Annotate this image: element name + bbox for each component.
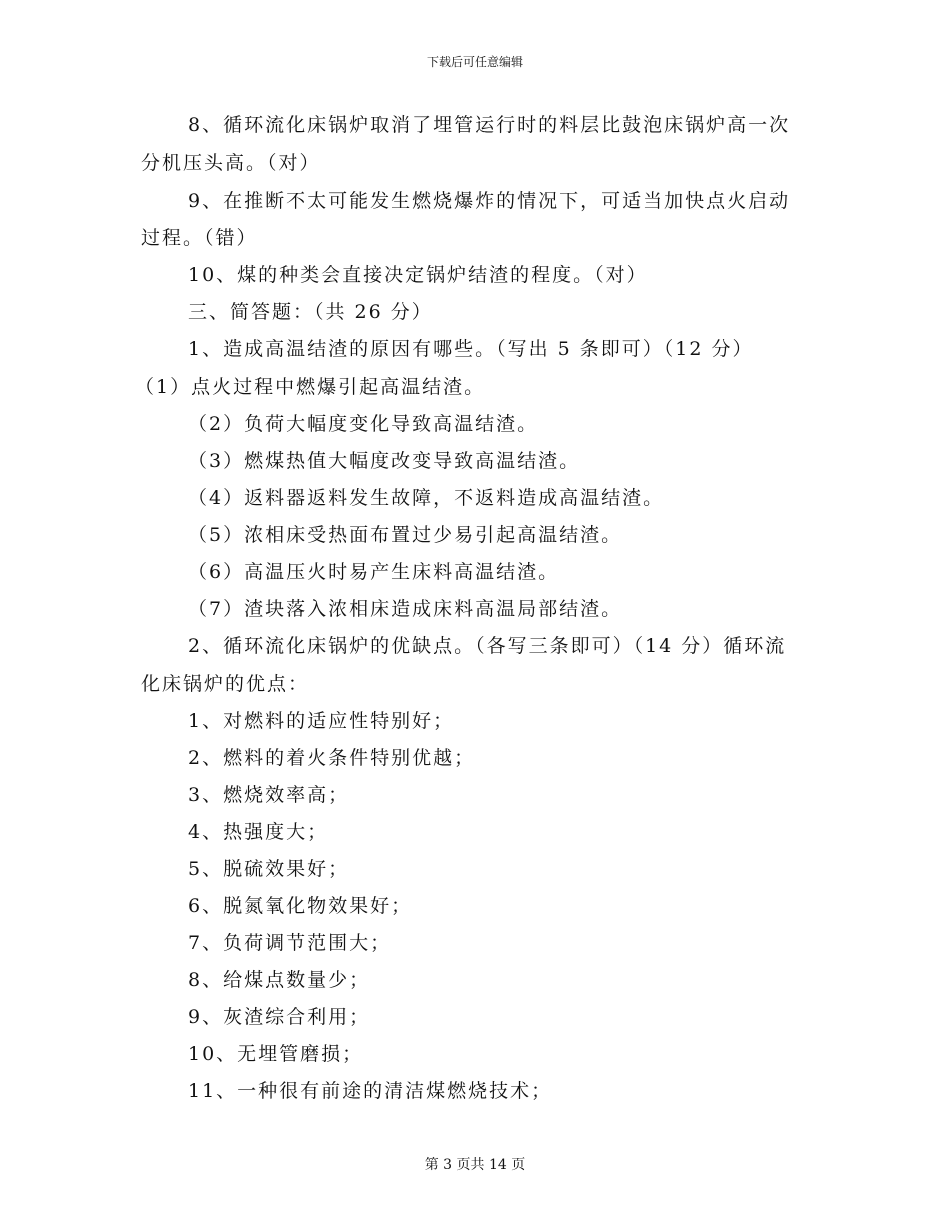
list-item: 11、一种很有前途的清洁煤燃烧技术； — [188, 1080, 553, 1102]
list-item: （6）高温压火时易产生床料高温结渣。 — [188, 561, 560, 583]
list-item: （2）负荷大幅度变化导致高温结渣。 — [188, 413, 539, 435]
list-item: 10、无埋管磨损； — [188, 1043, 364, 1065]
question-line: 1、造成高温结渣的原因有哪些。（写出 5 条即可）（12 分） — [188, 338, 754, 360]
list-item: （1）点火过程中燃爆引起高温结渣。 — [135, 376, 486, 398]
section-heading: 三、简答题：（共 26 分） — [188, 301, 433, 323]
list-item: 3、燃烧效率高； — [188, 784, 350, 806]
list-item: （4）返料器返料发生故障，不返料造成高温结渣。 — [188, 487, 665, 509]
list-item: 9、灰渣综合利用； — [188, 1006, 371, 1028]
list-item: 8、给煤点数量少； — [188, 969, 371, 991]
list-item: 5、脱硫效果好； — [188, 858, 350, 880]
paragraph-line: 过程。（错） — [141, 227, 258, 249]
paragraph-line: 化床锅炉的优点： — [141, 673, 310, 695]
list-item: （5）浓相床受热面布置过少易引起高温结渣。 — [188, 524, 623, 546]
page-footer: 第 3 页共 14 页 — [424, 1157, 526, 1173]
page-header: 下载后可任意编辑 — [426, 55, 523, 69]
paragraph-line: 9、在推断不太可能发生燃烧爆炸的情况下，可适当加快点火启动 — [188, 190, 791, 212]
list-item: 1、对燃料的适应性特别好； — [188, 710, 455, 732]
list-item: （3）燃煤热值大幅度改变导致高温结渣。 — [188, 450, 581, 472]
list-item: 7、负荷调节范围大； — [188, 932, 392, 954]
paragraph-line: 分机压头高。（对） — [141, 152, 321, 174]
question-line: 2、循环流化床锅炉的优缺点。（各写三条即可）（14 分）循环流 — [188, 635, 787, 657]
list-item: （7）渣块落入浓相床造成床料高温局部结渣。 — [188, 598, 623, 620]
paragraph-line: 10、煤的种类会直接决定锅炉结渣的程度。（对） — [188, 264, 648, 286]
list-item: 4、热强度大； — [188, 821, 329, 843]
list-item: 6、脱氮氧化物效果好； — [188, 895, 413, 917]
paragraph-line: 8、循环流化床锅炉取消了埋管运行时的料层比鼓泡床锅炉高一次 — [188, 114, 791, 136]
list-item: 2、燃料的着火条件特别优越； — [188, 747, 476, 769]
